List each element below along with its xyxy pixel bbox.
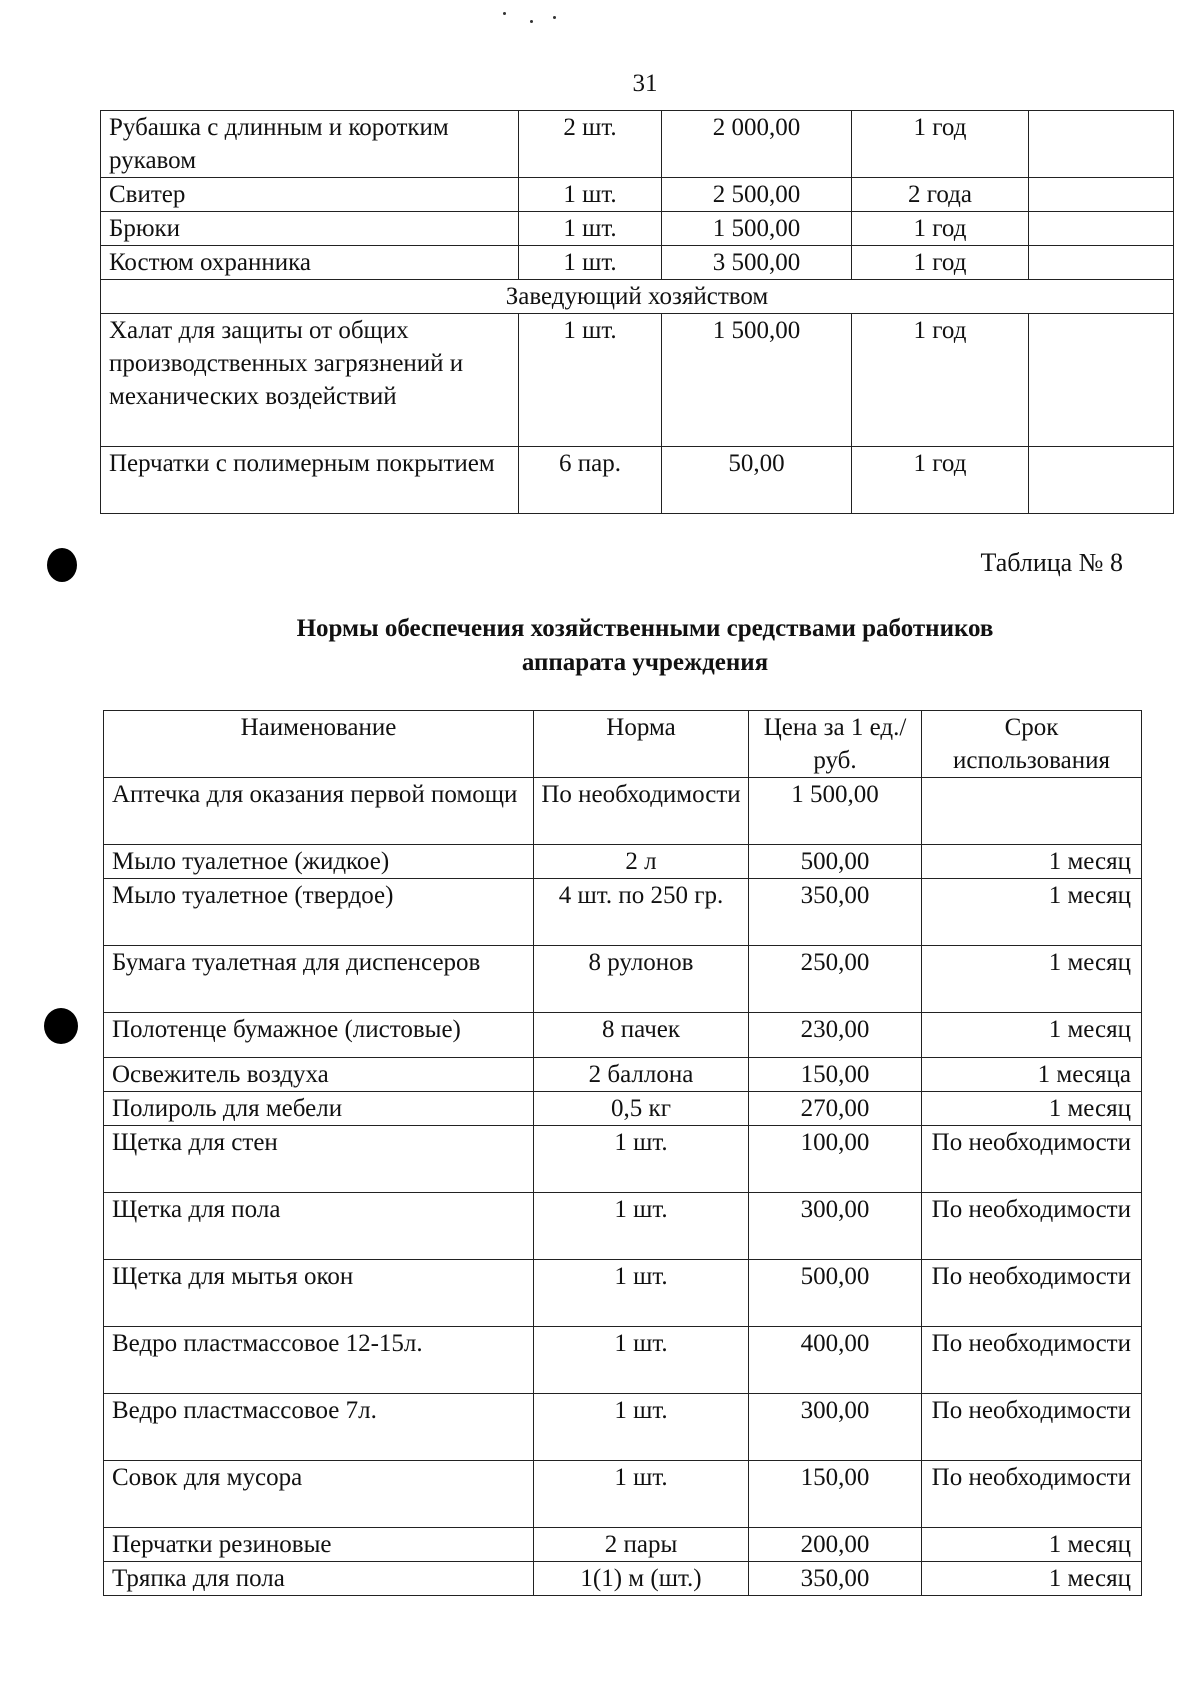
item-name: Совок для мусора: [104, 1461, 534, 1528]
item-name: Свитер: [101, 178, 519, 212]
item-term: 1 месяц: [922, 1013, 1142, 1058]
item-price: 3 500,00: [662, 246, 852, 280]
item-price: 500,00: [749, 1260, 922, 1327]
item-norm: 1 шт.: [534, 1193, 749, 1260]
page-number: 31: [632, 70, 658, 97]
table-row: [101, 212, 1174, 246]
scan-speck: [503, 12, 506, 15]
table-row: [101, 246, 1174, 280]
table-row: [104, 879, 1142, 946]
item-note: [1029, 314, 1174, 447]
item-term: 1 месяц: [922, 845, 1142, 879]
title-line-1: Нормы обеспечения хозяйственными средствами работников: [296, 615, 994, 642]
scan-speck: [553, 16, 556, 19]
item-norm: 6 пар.: [519, 447, 662, 514]
item-norm: 2 шт.: [519, 111, 662, 178]
item-term: 1 год: [852, 212, 1029, 246]
item-term: 1 месяц: [922, 1528, 1142, 1562]
item-price: 150,00: [749, 1461, 922, 1528]
table-row: [101, 314, 1174, 447]
item-name: Мыло туалетное (твердое): [104, 879, 534, 946]
item-term: 1 месяц: [922, 879, 1142, 946]
item-note: [1029, 111, 1174, 178]
item-norm: 1 шт.: [534, 1260, 749, 1327]
table-caption: Таблица № 8: [980, 548, 1123, 577]
item-norm: 4 шт. по 250 гр.: [534, 879, 749, 946]
table-row: [104, 778, 1142, 845]
item-term: 1 месяц: [922, 946, 1142, 1013]
item-term: 2 года: [852, 178, 1029, 212]
item-norm: 1 шт.: [534, 1461, 749, 1528]
item-name: Полотенце бумажное (листовые): [104, 1013, 534, 1058]
table-title: [0, 612, 1200, 680]
section-row: [101, 280, 1174, 314]
item-name: Перчатки резиновые: [104, 1528, 534, 1562]
item-price: 1 500,00: [662, 314, 852, 447]
item-price: 2 500,00: [662, 178, 852, 212]
item-price: 2 000,00: [662, 111, 852, 178]
item-name: Аптечка для оказания первой помощи: [104, 778, 534, 845]
item-name: Бумага туалетная для диспенсеров: [104, 946, 534, 1013]
item-term: 1 год: [852, 246, 1029, 280]
household-supplies-table: [103, 710, 1142, 1596]
item-term: По необходимости: [922, 1394, 1142, 1461]
item-norm: По необходимости: [534, 778, 749, 845]
item-term: [922, 778, 1142, 845]
table-row: [104, 1394, 1142, 1461]
item-name: Брюки: [101, 212, 519, 246]
item-price: 300,00: [749, 1394, 922, 1461]
item-note: [1029, 212, 1174, 246]
item-price: 270,00: [749, 1092, 922, 1126]
item-note: [1029, 447, 1174, 514]
table-row: [104, 1092, 1142, 1126]
item-norm: 1 шт.: [519, 314, 662, 447]
item-name: Освежитель воздуха: [104, 1058, 534, 1092]
item-note: [1029, 178, 1174, 212]
item-term: 1 год: [852, 314, 1029, 447]
table-row: [104, 845, 1142, 879]
item-price: 350,00: [749, 1562, 922, 1596]
item-name: Рубашка с длинным и коротким рукавом: [101, 111, 519, 178]
punch-hole: [44, 1008, 78, 1044]
header-term: Срок использования: [922, 711, 1142, 778]
item-norm: 1 шт.: [519, 246, 662, 280]
clothing-norms-table: [100, 110, 1174, 514]
table-row: [104, 946, 1142, 1013]
item-norm: 8 рулонов: [534, 946, 749, 1013]
item-name: Перчатки с полимерным покрытием: [101, 447, 519, 514]
item-term: 1 месяц: [922, 1092, 1142, 1126]
item-norm: 2 баллона: [534, 1058, 749, 1092]
item-norm: 1 шт.: [519, 178, 662, 212]
item-term: По необходимости: [922, 1327, 1142, 1394]
item-norm: 1 шт.: [534, 1327, 749, 1394]
table-row: [104, 1327, 1142, 1394]
item-norm: 1 шт.: [534, 1126, 749, 1193]
item-norm: 1 шт.: [534, 1394, 749, 1461]
item-price: 100,00: [749, 1126, 922, 1193]
item-norm: 8 пачек: [534, 1013, 749, 1058]
header-name: Наименование: [104, 711, 534, 778]
item-name: Полироль для мебели: [104, 1092, 534, 1126]
item-price: 500,00: [749, 845, 922, 879]
item-norm: 2 л: [534, 845, 749, 879]
item-term: 1 месяца: [922, 1058, 1142, 1092]
item-price: 1 500,00: [662, 212, 852, 246]
table-row: [104, 1260, 1142, 1327]
item-term: По необходимости: [922, 1193, 1142, 1260]
item-note: [1029, 246, 1174, 280]
item-price: 230,00: [749, 1013, 922, 1058]
item-name: Мыло туалетное (жидкое): [104, 845, 534, 879]
section-heading: Заведующий хозяйством: [101, 280, 1174, 314]
item-term: 1 год: [852, 111, 1029, 178]
punch-hole: [47, 548, 77, 582]
item-price: 400,00: [749, 1327, 922, 1394]
item-term: 1 месяц: [922, 1562, 1142, 1596]
item-term: По необходимости: [922, 1461, 1142, 1528]
item-name: Халат для защиты от общих производственных загрязнений и механических воздействий: [101, 314, 519, 447]
header-norm: Норма: [534, 711, 749, 778]
table-row: [101, 111, 1174, 178]
table-row: [104, 1193, 1142, 1260]
item-price: 150,00: [749, 1058, 922, 1092]
table-row: [104, 1562, 1142, 1596]
item-norm: 1(1) м (шт.): [534, 1562, 749, 1596]
item-price: 350,00: [749, 879, 922, 946]
item-name: Ведро пластмассовое 12-15л.: [104, 1327, 534, 1394]
item-name: Ведро пластмассовое 7л.: [104, 1394, 534, 1461]
table-row: [104, 1528, 1142, 1562]
table-row: [104, 1461, 1142, 1528]
item-norm: 1 шт.: [519, 212, 662, 246]
item-term: По необходимости: [922, 1126, 1142, 1193]
scan-speck: [530, 20, 533, 23]
item-name: Щетка для стен: [104, 1126, 534, 1193]
header-price: Цена за 1 ед./руб.: [749, 711, 922, 778]
item-name: Щетка для пола: [104, 1193, 534, 1260]
item-price: 250,00: [749, 946, 922, 1013]
item-name: Тряпка для пола: [104, 1562, 534, 1596]
table-row: [104, 1126, 1142, 1193]
item-name: Костюм охранника: [101, 246, 519, 280]
header-row: [104, 711, 1142, 778]
item-norm: 0,5 кг: [534, 1092, 749, 1126]
item-name: Щетка для мытья окон: [104, 1260, 534, 1327]
item-price: 200,00: [749, 1528, 922, 1562]
table-row: [101, 178, 1174, 212]
table-row: [104, 1058, 1142, 1092]
item-term: По необходимости: [922, 1260, 1142, 1327]
item-price: 50,00: [662, 447, 852, 514]
title-line-2: аппарата учреждения: [521, 649, 769, 676]
item-norm: 2 пары: [534, 1528, 749, 1562]
item-price: 1 500,00: [749, 778, 922, 845]
item-price: 300,00: [749, 1193, 922, 1260]
table-row: [104, 1013, 1142, 1058]
table-row: [101, 447, 1174, 514]
item-term: 1 год: [852, 447, 1029, 514]
